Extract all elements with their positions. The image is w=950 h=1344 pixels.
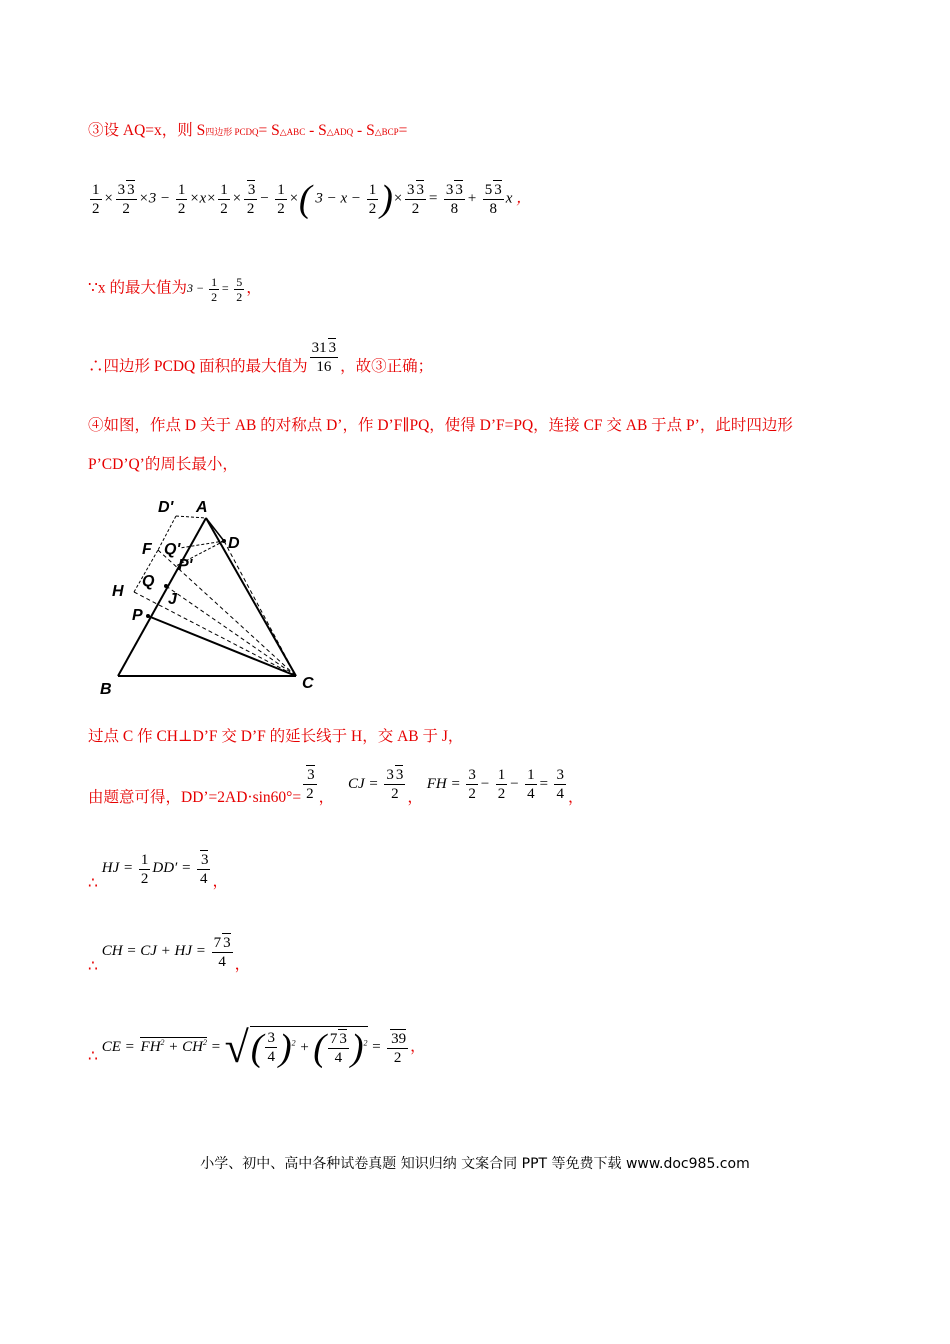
area-formula-equation: $\frac{1}{2}$ × $\frac{3 3}{2}$ ×3 − $\frac{1}{2}$ ×x× $\frac{1}{2}$ × $\frac{3}{2}$ − $\frac{1}{2}$ ×( 3 − x − $\frac{1}{2}$ )× $\frac{3 3}{2}$ = $\frac{3 3}{8}$ + $\frac{5 3}{8}$ x ， bbox=[92, 178, 532, 220]
max-x-text: ∵x 的最大值为 bbox=[88, 279, 187, 297]
ce-equation: ∴ CE = $FH^2 + CH^2$ = √( $\frac{3}{4}$ )$^2$ + ( $\frac{7 3}{4}$ )$^2$ = $\frac{39}{2}$ ， bbox=[88, 1023, 426, 1072]
page-footer: 小学、初中、高中各种试卷真题 知识归纳 文案合同 PPT 等免费下载 www.doc985.com bbox=[200, 1156, 750, 1172]
area-eq1: = S bbox=[258, 122, 280, 139]
perpendicular-statement: 过点 C 作 CH⊥D’F 交 D’F 的延长线于 H，交 AB 于 J， bbox=[88, 728, 464, 745]
therefore-symbol: ∴ bbox=[88, 1047, 98, 1065]
comma: ， bbox=[234, 956, 251, 974]
label-c: C bbox=[302, 675, 314, 692]
label-f: F bbox=[142, 541, 152, 558]
label-q: Q bbox=[142, 573, 155, 590]
derived-values-line: 由题意可得，DD’=2AD·sin60°= $\frac{3}{2}$ ， CJ = $\frac{3 3}{2}$ ， FH = $\frac{3}{2}$ − $\frac{1}{2}$ − $\frac{1}{4}$ = $\frac{3}{4}$ ， bbox=[88, 766, 584, 806]
subscript-adq: △ADQ bbox=[326, 127, 354, 137]
max-area-suffix: ，故③正确； bbox=[340, 357, 434, 375]
label-h: H bbox=[112, 583, 124, 600]
minus-2: ‐ S bbox=[353, 122, 375, 139]
therefore-symbol: ∴ bbox=[88, 958, 98, 976]
geometry-diagram bbox=[88, 488, 328, 698]
comma: ， bbox=[516, 190, 532, 207]
label-d-prime: D' bbox=[158, 499, 174, 516]
label-a: A bbox=[196, 499, 208, 516]
construction-text-line1: ④如图，作点 D 关于 AB 的对称点 D’，作 D’F∥PQ，使得 D’F=PQ，连接 CF 交 AB 于点 P’，此时四边形 bbox=[88, 417, 793, 434]
label-p-prime: P' bbox=[178, 557, 193, 574]
max-x-suffix: ， bbox=[246, 279, 262, 297]
max-area-text: ∴四边形 PCDQ 面积的最大值为 bbox=[88, 357, 308, 375]
comma: ， bbox=[410, 1037, 426, 1055]
area-eq2: = bbox=[398, 122, 408, 139]
comma: ， bbox=[567, 788, 584, 806]
label-j: J bbox=[168, 591, 177, 608]
comma: ， bbox=[407, 788, 423, 806]
therefore-symbol: ∴ bbox=[88, 875, 98, 893]
subscript-quad: 四边形 PCDQ bbox=[205, 127, 259, 137]
label-d: D bbox=[228, 535, 240, 552]
label-b: B bbox=[100, 681, 112, 698]
minus-1: ‐ S bbox=[305, 122, 327, 139]
label-q-prime: Q' bbox=[164, 541, 181, 558]
subscript-abc: △ABC bbox=[279, 127, 306, 137]
comma: ， bbox=[212, 873, 228, 891]
triangle-figure bbox=[88, 488, 328, 698]
derived-values-text: 由题意可得，DD’=2AD·sin60°= bbox=[88, 788, 302, 806]
comma: ， bbox=[318, 788, 335, 806]
max-x-statement: ∵x 的最大值为3 − $\frac{1}{2}$ = $\frac{5}{2}$ ， bbox=[88, 275, 262, 304]
area-setup-text: ③设 AQ=x，则 S bbox=[88, 122, 206, 139]
hj-equation: ∴ HJ = $\frac{1}{2}$ DD′ = $\frac{3}{4}$ ， bbox=[88, 851, 228, 893]
label-p: P bbox=[132, 607, 143, 624]
ch-equation: ∴ CH = CJ + HJ = $\frac{7 3}{4}$ ， bbox=[88, 935, 251, 976]
max-area-statement: ∴四边形 PCDQ 面积的最大值为 $\frac{31 3}{16}$ ，故③正确； bbox=[88, 340, 434, 375]
construction-text-line2: P’CD’Q’的周长最小， bbox=[88, 456, 238, 473]
paragraph-area-setup bbox=[88, 118, 407, 140]
subscript-bcp: △BCP bbox=[374, 127, 399, 137]
